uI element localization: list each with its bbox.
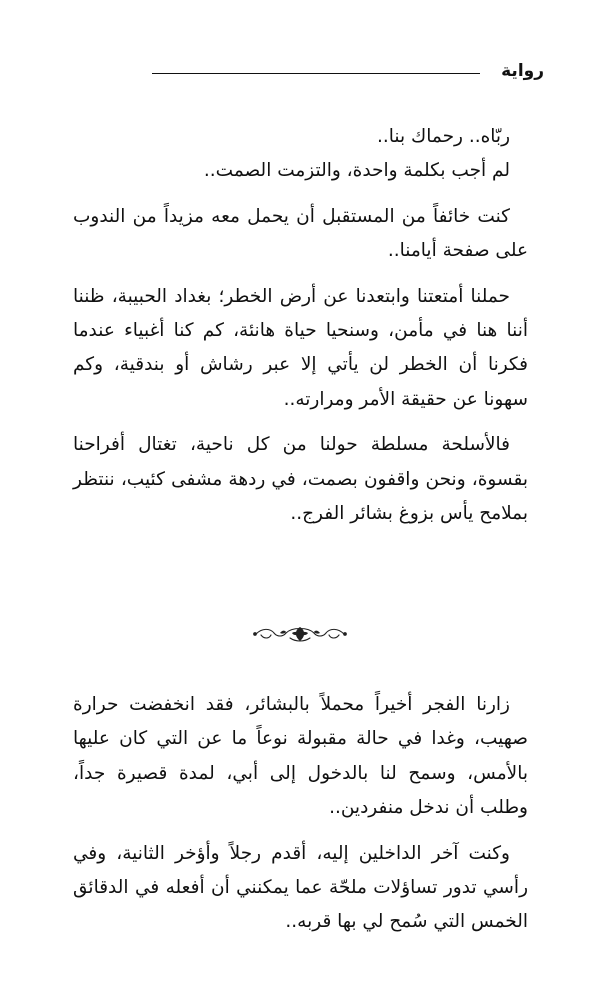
paragraph: زارنا الفجر أخيراً محملاً بالبشائر، فقد انخفضت حرارة صهيب، وغدا في حالة مقبولة نوعاً ما عن التي كان عليها بالأمس، وسمح لنا بالدخول إلى أبي، لمدة قصيرة جداً، وطلب أن ندخل منفردين..: [73, 694, 528, 819]
paragraph: وكنت آخر الداخلين إليه، أقدم رجلاً وأؤخر الثانية، وفي رأسي تدور تساؤلات ملحّة عما يمكنني أن أفعله في الدقائق الخمس التي سُمح لي بها قربه..: [73, 842, 528, 933]
header-rule: [152, 73, 480, 74]
floral-ornament-icon: [252, 621, 348, 647]
paragraph: ربّاه.. رحماك بنا..: [376, 126, 510, 147]
text-block-1: [73, 120, 528, 531]
paragraph: حملنا أمتعتنا وابتعدنا عن أرض الخطر؛ بغداد الحبيبة، ظننا أننا هنا في مأمن، وسنحيا حياة هانئة، كم كنا أغبياء عندما فكرنا أن الخطر لن يأتي إلا عبر رشاش أو بندقية، وكم سهونا عن حقيقة الأمر ومرارته..: [73, 285, 528, 410]
running-header: [54, 56, 544, 86]
paragraph: كنت خائفاً من المستقبل أن يحمل معه مزيداً من الندوب على صفحة أيامنا..: [73, 205, 528, 262]
paragraph: فالأسلحة مسلطة حولنا من كل ناحية، تغتال أفراحنا بقسوة، ونحن واقفون بصمت، في ردهة مشفى كئيب، ننتظر بملامح يأس بزوغ بشائر الفرج..: [73, 434, 528, 525]
header-label: رواية: [501, 61, 544, 81]
paragraph: لم أجب بكلمة واحدة، والتزمت الصمت..: [203, 160, 510, 182]
text-block-2: [73, 688, 528, 940]
